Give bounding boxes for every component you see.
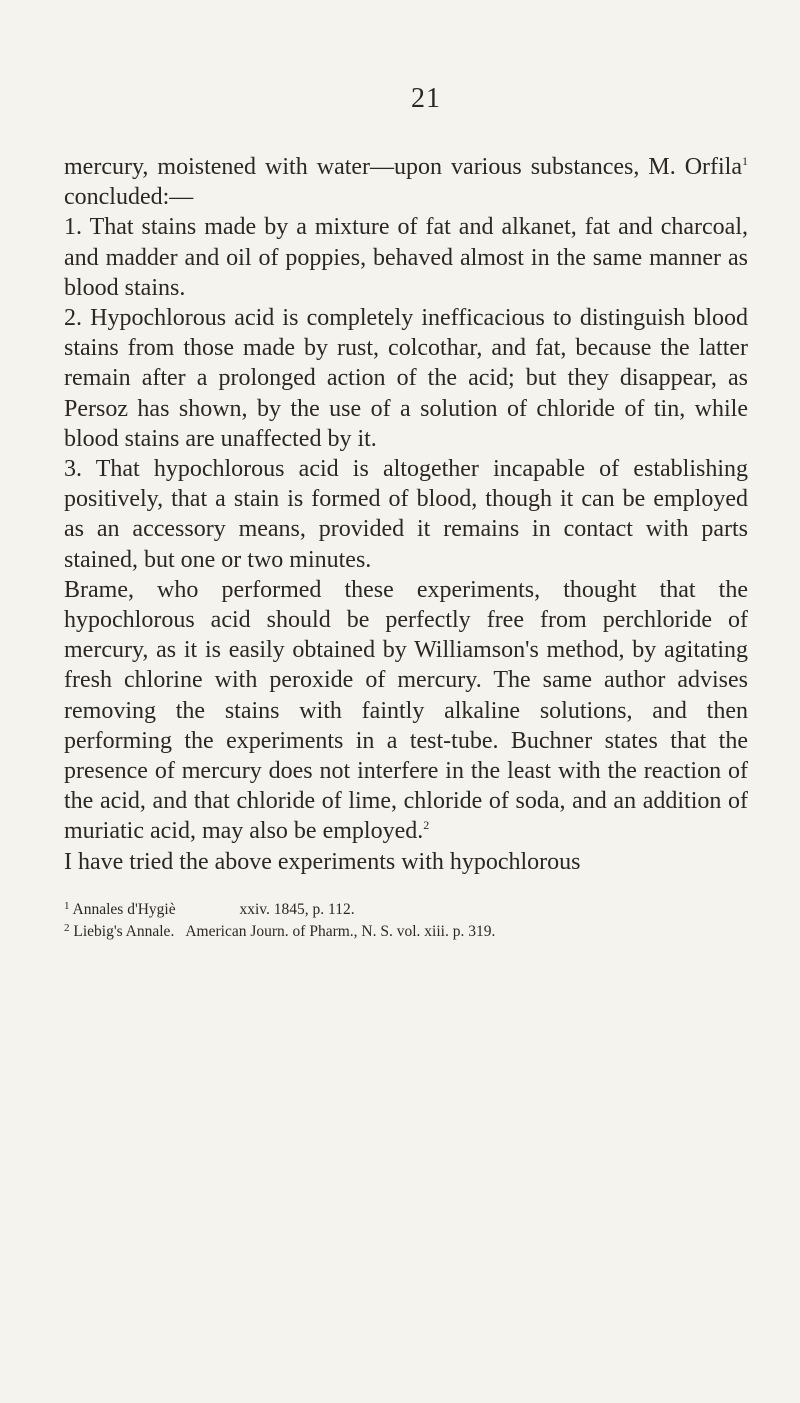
body-text: [64, 152, 748, 877]
footnote-1: [64, 899, 748, 921]
footnote-detail-2: American Journ. of Pharm., N. S. vol. xiii. p. 319.: [185, 922, 496, 940]
footnote-mark-2: 2: [64, 921, 70, 934]
paragraph-item-1: 1. That stains made by a mixture of fat and alkanet, fat and charcoal, and madder and oil of poppies, behaved almost in the same manner as blood stains.: [64, 214, 748, 301]
intro-text: mercury, moistened with water—upon various substances, M. Orfila: [64, 154, 742, 180]
brame-text: Brame, who performed these experiments, thought that the hypochlorous acid should be perfectly free from perchloride of mercury, as it is easily obtained by Williamson's method, by agitating fresh chlorine with peroxide of mercury. The same author advises removing the stains with faintly alkaline solutions, and then performing the experiments in a test-tube. Buchner states that the presence of mercury does not interfere in the least with the reaction of the acid, and that chloride of lime, chloride of soda, and an addition of muriatic acid, may also be employed.: [64, 576, 748, 845]
paragraph-brame: [64, 575, 748, 847]
footnote-source-2: Liebig's Annale.: [73, 922, 175, 940]
intro-end-text: concluded:—: [64, 184, 194, 211]
paragraph-last: I have tried the above experiments with hypochlorous: [64, 848, 581, 875]
footnotes: [64, 899, 748, 943]
paragraph-intro: [64, 152, 748, 212]
footnote-source-1: Annales d'Hygiè: [72, 900, 176, 918]
paragraph-item-3: 3. That hypochlorous acid is altogether incapable of establishing positively, that a stain is formed of blood, though it can be employed as an accessory means, provided it remains in contact with parts stained, but one or two minutes.: [64, 456, 748, 573]
paragraph-item-2: 2. Hypochlorous acid is completely inefficacious to distinguish blood stains from those made by rust, colcothar, and fat, because the latter remain after a prolonged action of the acid; but they disappear, as Persoz has shown, by the use of a solution of chloride of tin, while blood stains are unaffected by it.: [64, 305, 748, 452]
footnote-2: [64, 921, 748, 943]
page: [64, 82, 748, 943]
footnote-ref-1: 1: [742, 154, 748, 168]
footnote-detail-1: xxiv. 1845, p. 112.: [239, 900, 355, 918]
footnote-mark-1: 1: [64, 899, 70, 912]
footnote-ref-2: 2: [423, 818, 430, 833]
page-number: 21: [411, 83, 441, 114]
